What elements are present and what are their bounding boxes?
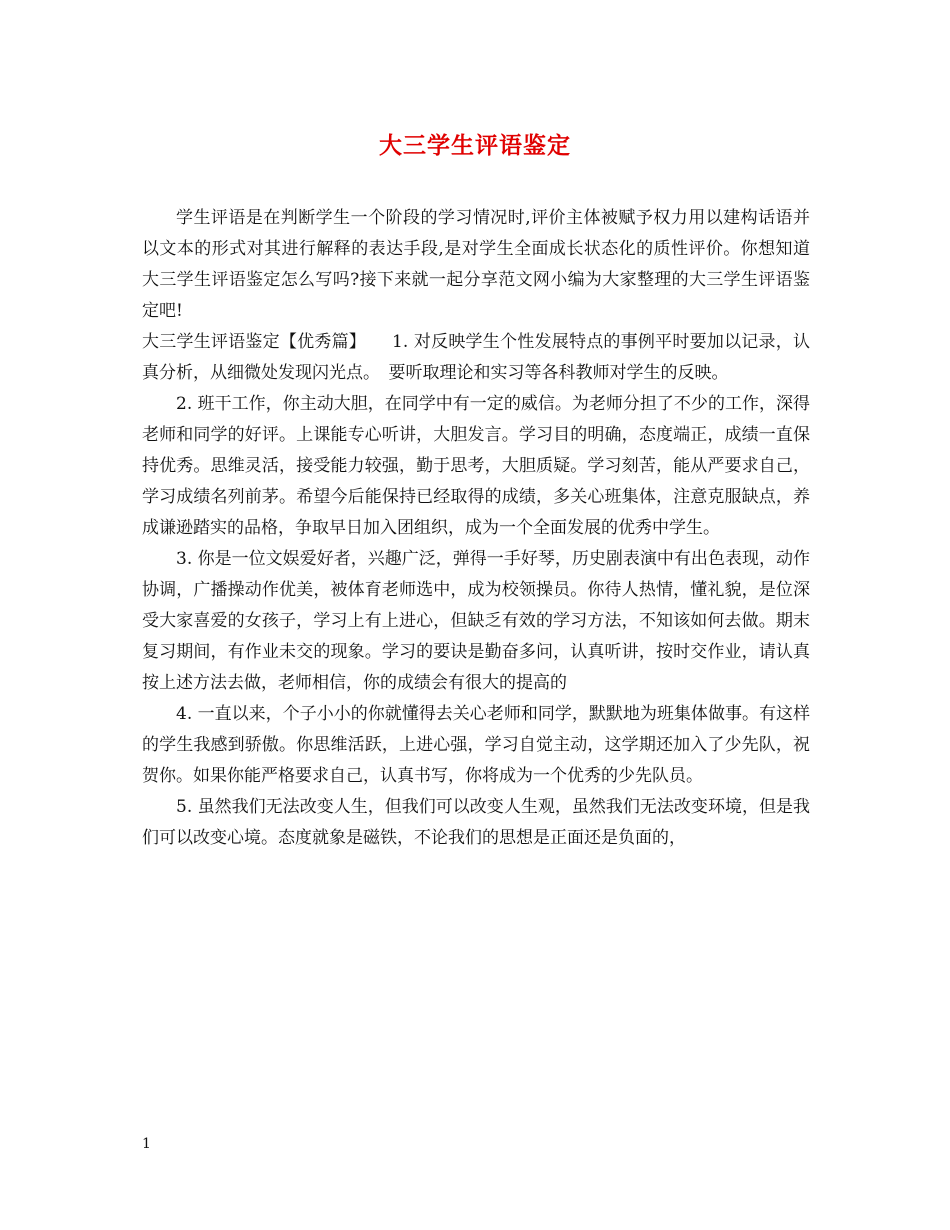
section-heading-paragraph: 大三学生评语鉴定【优秀篇】 1. 对反映学生个性发展特点的事例平时要加以记录，认真分析，从细微处发现闪光点。 要听取理论和实习等各科教师对学生的反映。 (142, 332, 810, 383)
comment-paragraph-2: 2. 班干工作，你主动大胆，在同学中有一定的威信。为老师分担了不少的工作，深得老师和同学的好评。上课能专心听讲，大胆发言。学习目的明确，态度端正，成绩一直保持优秀。思维灵活，接受能力较强，勤于思考，大胆质疑。学习刻苦，能从严要求自己，学习成绩名列前茅。希望今后能保持已经取得的成绩，多关心班集体，注意克服缺点，养成谦逊踏实的品格，争取早日加入团组织，成为一个全面发展的优秀中学生。 (142, 394, 810, 538)
comment-paragraph-5: 5. 虽然我们无法改变人生，但我们可以改变人生观，虽然我们无法改变环境，但是我们可以改变心境。态度就象是磁铁，不论我们的思想是正面还是负面的， (142, 797, 810, 848)
page-number: 1 (142, 1136, 151, 1152)
comment-paragraph-4: 4. 一直以来，个子小小的你就懂得去关心老师和同学，默默地为班集体做事。有这样的学生我感到骄傲。你思维活跃，上进心强，学习自觉主动，这学期还加入了少先队，祝贺你。如果你能严格要求自己，认真书写，你将成为一个优秀的少先队员。 (142, 704, 810, 786)
intro-paragraph: 学生评语是在判断学生一个阶段的学习情况时,评价主体被赋予权力用以建构话语并以文本的形式对其进行解释的表达手段,是对学生全面成长状态化的质性评价。你想知道大三学生评语鉴定怎么写吗?接下来就一起分享范文网小编为大家整理的大三学生评语鉴定吧! (142, 208, 810, 321)
document-title: 大三学生评语鉴定 (379, 132, 571, 159)
document-body (142, 203, 810, 854)
comment-paragraph-3: 3. 你是一位文娱爱好者，兴趣广泛，弹得一手好琴，历史剧表演中有出色表现，动作协调，广播操动作优美，被体育老师选中，成为校领操员。你待人热情，懂礼貌，是位深受大家喜爱的女孩子，学习上有上进心，但缺乏有效的学习方法，不知该如何去做。期末复习期间，有作业未交的现象。学习的要诀是勤奋多问，认真听讲，按时交作业，请认真按上述方法去做，老师相信，你的成绩会有很大的提高的 (142, 549, 810, 693)
